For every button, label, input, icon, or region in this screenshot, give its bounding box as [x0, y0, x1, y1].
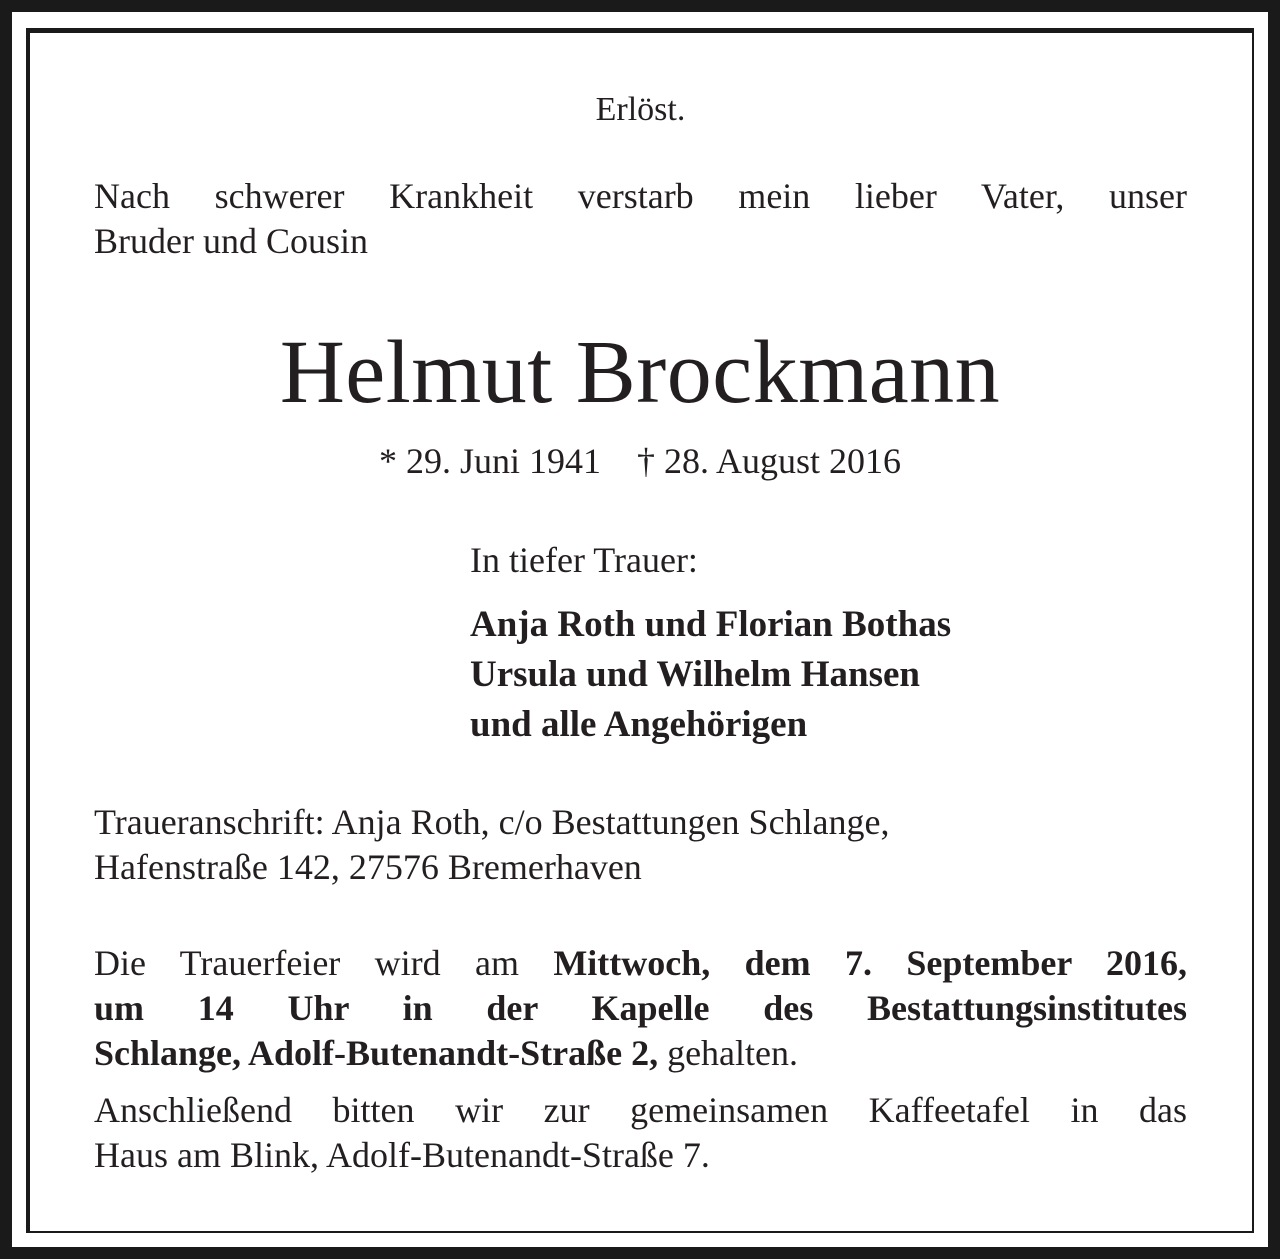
ceremony-line-1 — [94, 941, 1187, 986]
coffee-line-2: Haus am Blink, Adolf-Butenandt-Straße 7. — [94, 1135, 710, 1175]
ceremony-suffix: gehalten. — [658, 1033, 799, 1073]
mourner-line: und alle Angehörigen — [470, 704, 808, 745]
ceremony-prefix: Die Trauerfeier wird am — [94, 943, 554, 983]
ceremony-time-place: um 14 Uhr in der Kapelle des Bestattungsinstitutes — [94, 988, 1187, 1028]
mourner-line: Ursula und Wilhelm Hansen — [470, 654, 920, 695]
intro-line-2: Bruder und Cousin — [94, 221, 368, 261]
death-date: † 28. August 2016 — [636, 441, 902, 481]
ceremony-location: Schlange, Adolf-Butenandt-Straße 2, — [94, 1033, 659, 1073]
coffee-line-1: Anschließend bitten wir zur gemeinsamen Kaffeetafel in das — [94, 1090, 1187, 1130]
mourners-block — [470, 538, 1170, 750]
ceremony-date: Mittwoch, dem 7. September 2016, — [553, 943, 1188, 983]
mourner-line: Anja Roth und Florian Bothas — [470, 604, 952, 645]
address-line-1: Traueranschrift: Anja Roth, c/o Bestattungen Schlange, — [94, 802, 890, 842]
ceremony-line-3 — [94, 1031, 1187, 1076]
coffee-text — [94, 1088, 1187, 1178]
intro-line-1: Nach schwerer Krankheit verstarb mein lieber Vater, unser — [94, 176, 1187, 216]
mourning-label: In tiefer Trauer: — [470, 540, 698, 580]
intro-text — [94, 174, 1187, 264]
deceased-name: Helmut Brockmann — [279, 323, 1001, 422]
mourning-address — [94, 800, 1187, 890]
life-dates — [0, 438, 1280, 484]
ceremony-text — [94, 941, 1187, 1076]
address-line-2: Hafenstraße 142, 27576 Bremerhaven — [94, 847, 642, 887]
notice-heading: Erlöst. — [595, 91, 686, 128]
birth-date: * 29. Juni 1941 — [378, 441, 601, 481]
